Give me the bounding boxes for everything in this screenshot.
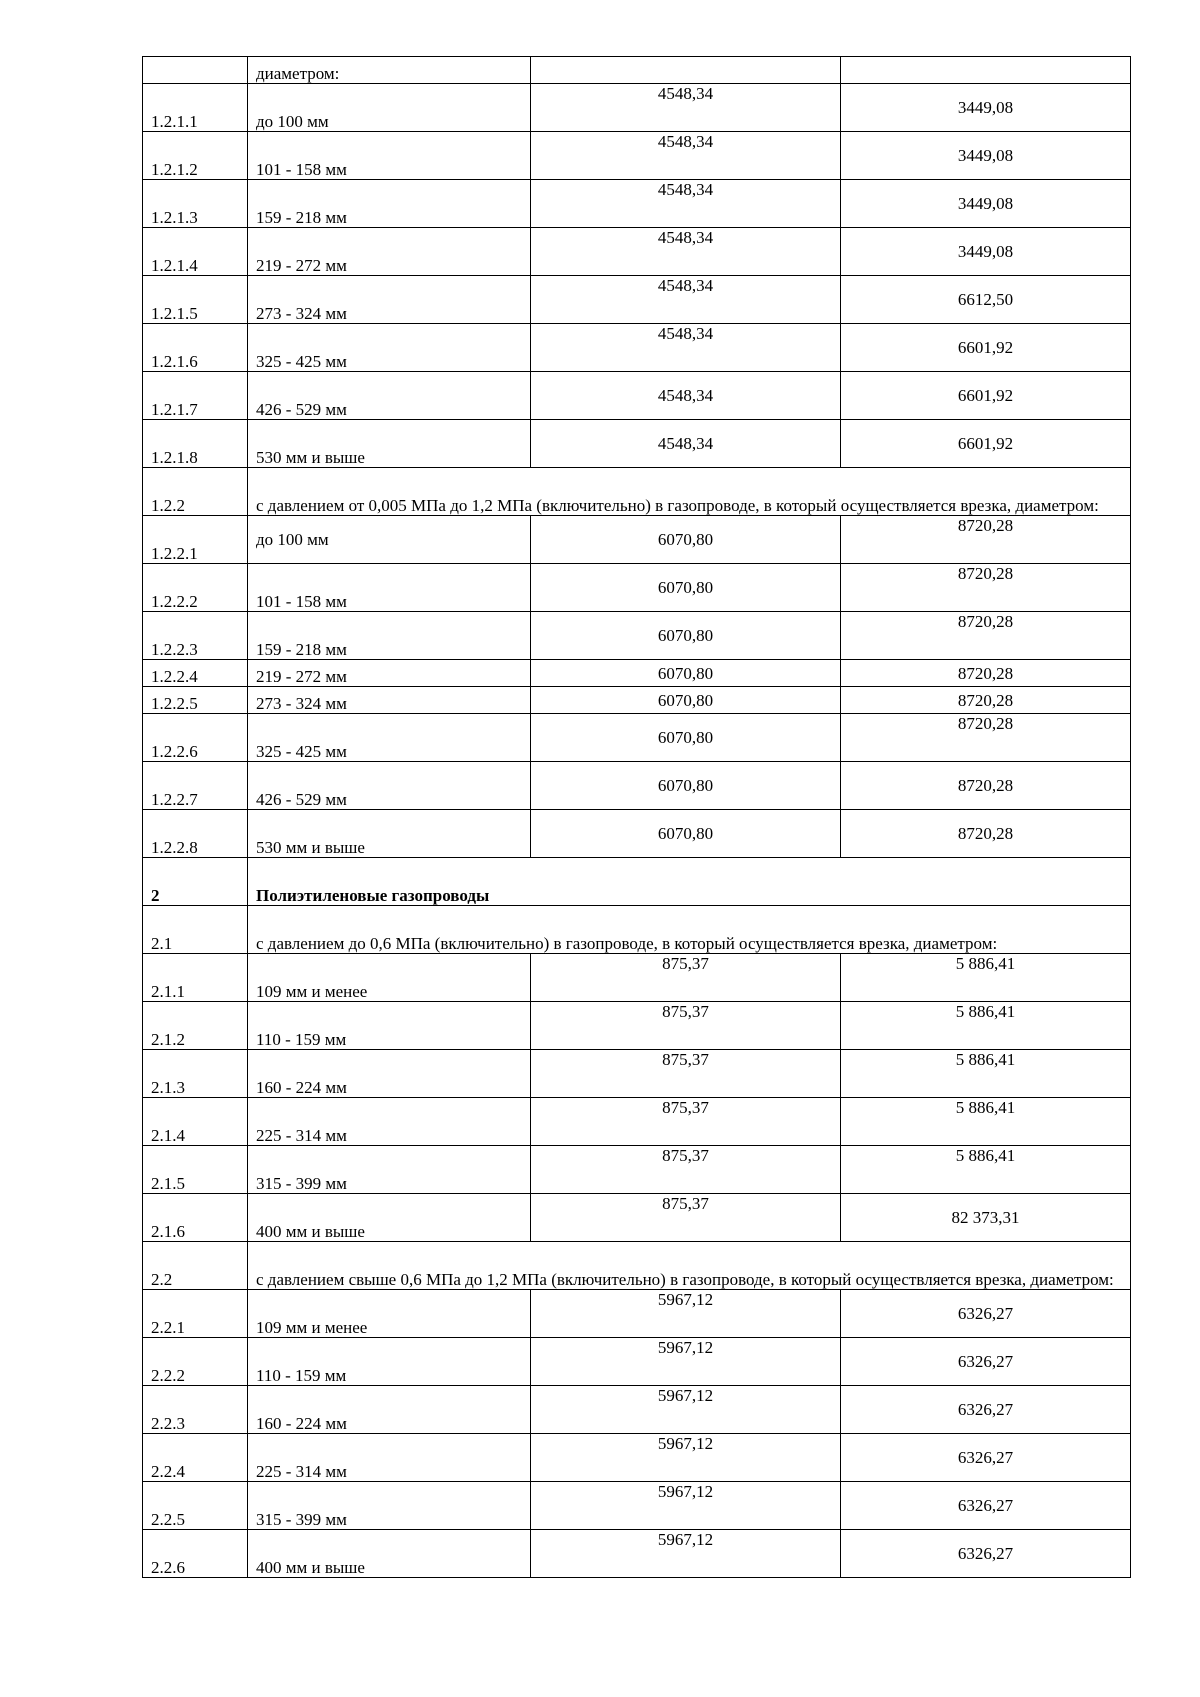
item-number-cell: 2.1.4 — [143, 1098, 248, 1146]
section-description-cell: с давлением свыше 0,6 МПа до 1,2 МПа (включительно) в газопроводе, в который осуществляется врезка, диаметром: — [248, 1242, 1131, 1290]
diameter-description-cell: 273 - 324 мм — [248, 687, 531, 714]
item-number-cell: 1.2.2.6 — [143, 714, 248, 762]
value-cell-2: 6601,92 — [841, 324, 1131, 372]
value-cell-2: 8720,28 — [841, 714, 1131, 762]
item-number-cell: 1.2.1.4 — [143, 228, 248, 276]
value-cell-2: 6326,27 — [841, 1290, 1131, 1338]
diameter-description-cell: 315 - 399 мм — [248, 1146, 531, 1194]
value-cell-2: 5 886,41 — [841, 954, 1131, 1002]
table-row — [143, 132, 1131, 180]
value-cell-1: 6070,80 — [531, 714, 841, 762]
diameter-description-cell: 426 - 529 мм — [248, 372, 531, 420]
diameter-description-cell: 325 - 425 мм — [248, 324, 531, 372]
value-cell-2: 8720,28 — [841, 660, 1131, 687]
diameter-description-cell: 110 - 159 мм — [248, 1002, 531, 1050]
value-cell-2: 82 373,31 — [841, 1194, 1131, 1242]
value-cell-2: 6326,27 — [841, 1530, 1131, 1578]
item-number-cell: 2.1.5 — [143, 1146, 248, 1194]
item-number-cell: 1.2.1.8 — [143, 420, 248, 468]
value-cell-1: 875,37 — [531, 954, 841, 1002]
value-cell-2: 6326,27 — [841, 1338, 1131, 1386]
value-cell-2: 8720,28 — [841, 762, 1131, 810]
table-row — [143, 1290, 1131, 1338]
diameter-description-cell: 159 - 218 мм — [248, 612, 531, 660]
table-row — [143, 564, 1131, 612]
table-row — [143, 180, 1131, 228]
value-cell-1: 5967,12 — [531, 1338, 841, 1386]
diameter-description-cell: 160 - 224 мм — [248, 1386, 531, 1434]
value-cell-2: 8720,28 — [841, 687, 1131, 714]
diameter-description-cell: 400 мм и выше — [248, 1530, 531, 1578]
diameter-description-cell: 530 мм и выше — [248, 810, 531, 858]
value-cell-1: 4548,34 — [531, 276, 841, 324]
diameter-description-cell: 315 - 399 мм — [248, 1482, 531, 1530]
diameter-description-cell: до 100 мм — [248, 516, 531, 564]
value-cell-1: 875,37 — [531, 1146, 841, 1194]
table-row — [143, 372, 1131, 420]
item-number-cell: 1.2.1.3 — [143, 180, 248, 228]
diameter-description-cell: 225 - 314 мм — [248, 1098, 531, 1146]
value-cell-1: 4548,34 — [531, 84, 841, 132]
diameter-description-cell: 160 - 224 мм — [248, 1050, 531, 1098]
value-cell-1: 875,37 — [531, 1098, 841, 1146]
table-row — [143, 420, 1131, 468]
tariff-table — [142, 56, 1131, 1578]
item-number-cell: 1.2.2.7 — [143, 762, 248, 810]
table-row — [143, 516, 1131, 564]
value-cell-1: 4548,34 — [531, 420, 841, 468]
value-cell-1: 4548,34 — [531, 324, 841, 372]
item-number-cell: 1.2.2.2 — [143, 564, 248, 612]
table-row — [143, 1146, 1131, 1194]
item-number-cell: 1.2.2.4 — [143, 660, 248, 687]
value-cell-2: 6326,27 — [841, 1434, 1131, 1482]
value-cell-2: 6326,27 — [841, 1386, 1131, 1434]
item-number-cell: 1.2.1.7 — [143, 372, 248, 420]
table-row — [143, 84, 1131, 132]
value-cell-1: 6070,80 — [531, 660, 841, 687]
value-cell-1: 875,37 — [531, 1050, 841, 1098]
value-cell-1: 875,37 — [531, 1194, 841, 1242]
diameter-description-cell: 110 - 159 мм — [248, 1338, 531, 1386]
table-row — [143, 612, 1131, 660]
diameter-description-cell: 109 мм и менее — [248, 1290, 531, 1338]
table-row — [143, 687, 1131, 714]
value-cell-2: 6601,92 — [841, 420, 1131, 468]
value-cell-2 — [841, 57, 1131, 84]
item-number-cell: 2.2 — [143, 1242, 248, 1290]
table-row — [143, 1434, 1131, 1482]
table-row — [143, 762, 1131, 810]
table-row — [143, 1530, 1131, 1578]
section-description-cell: с давлением от 0,005 МПа до 1,2 МПа (включительно) в газопроводе, в который осуществляется врезка, диаметром: — [248, 468, 1131, 516]
value-cell-2: 6601,92 — [841, 372, 1131, 420]
value-cell-1: 875,37 — [531, 1002, 841, 1050]
table-row — [143, 1098, 1131, 1146]
value-cell-1: 5967,12 — [531, 1434, 841, 1482]
table-row — [143, 276, 1131, 324]
value-cell-1: 6070,80 — [531, 810, 841, 858]
diameter-description-cell: 101 - 158 мм — [248, 564, 531, 612]
tariff-table-body — [143, 57, 1131, 1578]
table-row — [143, 714, 1131, 762]
item-number-cell: 1.2.2.8 — [143, 810, 248, 858]
table-row — [143, 1050, 1131, 1098]
table-row — [143, 954, 1131, 1002]
diameter-description-cell: 225 - 314 мм — [248, 1434, 531, 1482]
item-number-cell: 1.2.1.6 — [143, 324, 248, 372]
value-cell-2: 3449,08 — [841, 180, 1131, 228]
value-cell-1: 6070,80 — [531, 564, 841, 612]
item-number-cell: 2.2.3 — [143, 1386, 248, 1434]
table-row — [143, 1386, 1131, 1434]
item-number-cell: 1.2.2 — [143, 468, 248, 516]
value-cell-2: 3449,08 — [841, 84, 1131, 132]
table-row — [143, 228, 1131, 276]
section-row — [143, 468, 1131, 516]
item-number-cell: 2.1.1 — [143, 954, 248, 1002]
item-number-cell: 2.1.3 — [143, 1050, 248, 1098]
value-cell-2: 5 886,41 — [841, 1002, 1131, 1050]
section-description-cell: с давлением до 0,6 МПа (включительно) в газопроводе, в который осуществляется врезка, диаметром: — [248, 906, 1131, 954]
table-row — [143, 324, 1131, 372]
value-cell-2: 8720,28 — [841, 612, 1131, 660]
table-row — [143, 57, 1131, 84]
value-cell-1: 6070,80 — [531, 516, 841, 564]
value-cell-1: 6070,80 — [531, 612, 841, 660]
diameter-description-cell: 219 - 272 мм — [248, 228, 531, 276]
table-row — [143, 1194, 1131, 1242]
item-number-cell: 2.2.5 — [143, 1482, 248, 1530]
value-cell-2: 3449,08 — [841, 228, 1131, 276]
item-number-cell: 1.2.1.1 — [143, 84, 248, 132]
value-cell-1 — [531, 57, 841, 84]
item-number-cell: 2 — [143, 858, 248, 906]
value-cell-1: 5967,12 — [531, 1290, 841, 1338]
value-cell-2: 8720,28 — [841, 810, 1131, 858]
value-cell-1: 4548,34 — [531, 180, 841, 228]
item-number-cell: 2.2.2 — [143, 1338, 248, 1386]
item-number-cell: 2.2.6 — [143, 1530, 248, 1578]
diameter-description-cell: 101 - 158 мм — [248, 132, 531, 180]
item-number-cell: 2.2.1 — [143, 1290, 248, 1338]
value-cell-1: 5967,12 — [531, 1386, 841, 1434]
item-number-cell: 1.2.1.2 — [143, 132, 248, 180]
value-cell-2: 5 886,41 — [841, 1098, 1131, 1146]
diameter-description-cell: до 100 мм — [248, 84, 531, 132]
value-cell-2: 8720,28 — [841, 516, 1131, 564]
value-cell-1: 4548,34 — [531, 372, 841, 420]
item-number-cell: 1.2.2.3 — [143, 612, 248, 660]
item-number-cell: 2.1 — [143, 906, 248, 954]
value-cell-2: 6326,27 — [841, 1482, 1131, 1530]
section-row — [143, 858, 1131, 906]
value-cell-1: 6070,80 — [531, 762, 841, 810]
value-cell-1: 4548,34 — [531, 228, 841, 276]
diameter-description-cell: 400 мм и выше — [248, 1194, 531, 1242]
section-row — [143, 1242, 1131, 1290]
value-cell-2: 6612,50 — [841, 276, 1131, 324]
item-number-cell: 1.2.2.5 — [143, 687, 248, 714]
diameter-description-cell: 273 - 324 мм — [248, 276, 531, 324]
diameter-description-cell: диаметром: — [248, 57, 531, 84]
section-row — [143, 906, 1131, 954]
value-cell-2: 5 886,41 — [841, 1146, 1131, 1194]
diameter-description-cell: 530 мм и выше — [248, 420, 531, 468]
value-cell-2: 3449,08 — [841, 132, 1131, 180]
diameter-description-cell: 426 - 529 мм — [248, 762, 531, 810]
item-number-cell: 1.2.1.5 — [143, 276, 248, 324]
value-cell-1: 5967,12 — [531, 1482, 841, 1530]
value-cell-2: 8720,28 — [841, 564, 1131, 612]
table-row — [143, 1482, 1131, 1530]
section-heading-cell: Полиэтиленовые газопроводы — [248, 858, 1131, 906]
value-cell-1: 4548,34 — [531, 132, 841, 180]
item-number-cell: 2.2.4 — [143, 1434, 248, 1482]
diameter-description-cell: 159 - 218 мм — [248, 180, 531, 228]
item-number-cell — [143, 57, 248, 84]
value-cell-1: 5967,12 — [531, 1530, 841, 1578]
item-number-cell: 2.1.2 — [143, 1002, 248, 1050]
diameter-description-cell: 219 - 272 мм — [248, 660, 531, 687]
diameter-description-cell: 109 мм и менее — [248, 954, 531, 1002]
item-number-cell: 1.2.2.1 — [143, 516, 248, 564]
table-row — [143, 660, 1131, 687]
diameter-description-cell: 325 - 425 мм — [248, 714, 531, 762]
table-row — [143, 1338, 1131, 1386]
value-cell-1: 6070,80 — [531, 687, 841, 714]
value-cell-2: 5 886,41 — [841, 1050, 1131, 1098]
table-row — [143, 1002, 1131, 1050]
item-number-cell: 2.1.6 — [143, 1194, 248, 1242]
table-row — [143, 810, 1131, 858]
